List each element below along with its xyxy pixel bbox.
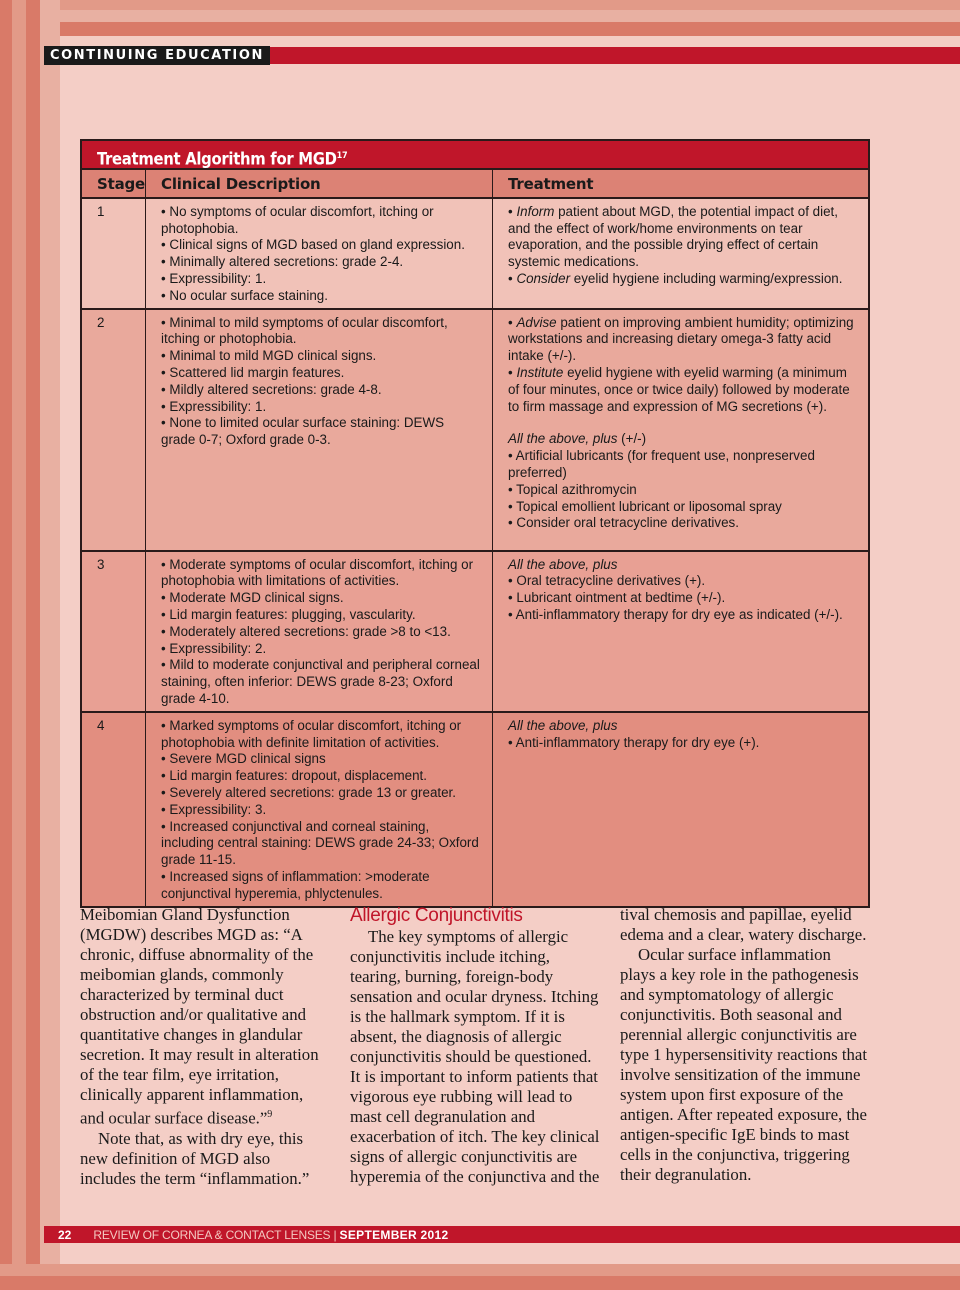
stage-cell: 1: [81, 198, 146, 309]
footer: [58, 1226, 448, 1243]
clinical-item: • Increased signs of inflammation: >moderate conjunctival hyperemia, phlyctenules.: [161, 868, 430, 901]
paragraph: Note that, as with dry eye, this new definition of MGD also includes the term “inflammation.”: [80, 1128, 310, 1188]
issue-date: SEPTEMBER 2012: [339, 1228, 449, 1242]
treatment-lead: Consider: [516, 270, 571, 286]
paragraph: Ocular surface inflammation plays a key role in the pathogenesis and symptomatology of allergic conjunctivitis. Both seasonal and perennial allergic conjunctivitis are type 1 hypersensitivity reactions that involve sensitization of the immune system upon first exposure of the antigen. After repeated exposure, the antigen-specific IgE binds to mast cells in the conjunctiva, triggering their degranulation.: [620, 945, 867, 1184]
treatment-lead: Advise: [516, 314, 557, 330]
treatment-item: • Consider oral tetracycline derivatives.: [508, 515, 739, 531]
clinical-cell: [146, 309, 493, 551]
clinical-item: • Expressibility: 1.: [161, 398, 267, 414]
treatment-item: • Lubricant ointment at bedtime (+/-).: [508, 590, 726, 606]
clinical-item: • Expressibility: 1.: [161, 270, 267, 286]
treatment-lead: Institute: [516, 364, 564, 380]
clinical-item: • Mildly altered secretions: grade 4-8.: [161, 381, 382, 397]
footer-separator: |: [330, 1228, 340, 1242]
clinical-item: • Minimal to mild MGD clinical signs.: [161, 348, 377, 364]
treatment-item: • Consider eyelid hygiene including warming/expression.: [508, 270, 843, 286]
clinical-item: • Moderately altered secretions: grade >8 to <13.: [161, 623, 451, 639]
plus-label-text: All the above, plus: [508, 717, 618, 733]
clinical-item: • Expressibility: 2.: [161, 640, 267, 656]
table-title-ref: 17: [336, 151, 348, 161]
stage-cell: 3: [81, 551, 146, 712]
table-title-text: Treatment Algorithm for MGD: [97, 149, 337, 169]
treatment-text: eyelid hygiene with eyelid warming (a minimum of four minutes, once or twice daily) followed by moderate to firm massage and expression of MG secretions (+).: [508, 364, 850, 414]
treatment-text: eyelid hygiene including warming/expression.: [570, 270, 843, 286]
clinical-item: • No ocular surface staining.: [161, 287, 328, 303]
clinical-item: • Clinical signs of MGD based on gland expression.: [161, 237, 465, 253]
clinical-item: • No symptoms of ocular discomfort, itching or photophobia.: [161, 203, 434, 236]
header-treatment: Treatment: [493, 169, 869, 198]
treatment-text: patient about MGD, the potential impact of diet, and the effect of work/home environments on tear evaporation, and the possible drying effect of certain systemic medications.: [508, 203, 838, 270]
treatment-item: • Oral tetracycline derivatives (+).: [508, 573, 706, 589]
treatment-item: • Topical azithromycin: [508, 481, 637, 497]
plus-label-text: All the above, plus: [508, 556, 618, 572]
treatment-cell: [493, 198, 869, 309]
table-row: [81, 309, 869, 551]
treatment-plus-label: [508, 557, 856, 574]
section-label: CONTINUING EDUCATION: [44, 46, 270, 65]
clinical-item: • Minimal to mild symptoms of ocular discomfort, itching or photophobia.: [161, 314, 448, 347]
treatment-plus-label: [508, 718, 856, 735]
paragraph: The key symptoms of allergic conjunctivitis include itching, tearing, burning, foreign-body sensation and ocular dryness. Itching is the hallmark symptom. If it is absent, the diagnosis of allergic conjunctivitis should be questioned. It is important to inform patients that vigorous eye rubbing will lead to mast cell degranulation and exacerbation of itch. The key clinical signs of allergic conjunctivitis are hyperemia of the conjunctiva and the: [350, 927, 600, 1186]
clinical-item: • Moderate MGD clinical signs.: [161, 590, 344, 606]
clinical-item: • Severe MGD clinical signs: [161, 751, 326, 767]
magazine-name: REVIEW OF CORNEA & CONTACT LENSES: [93, 1228, 331, 1242]
header-stage: Stage: [81, 169, 146, 198]
stage-cell: 2: [81, 309, 146, 551]
clinical-item: • Marked symptoms of ocular discomfort, itching or photophobia with definite limitation of activities.: [161, 717, 462, 750]
page-number: 22: [58, 1228, 72, 1242]
treatment-item: • Anti-inflammatory therapy for dry eye (+).: [508, 734, 760, 750]
treatment-item: • Anti-inflammatory therapy for dry eye as indicated (+/-).: [508, 606, 843, 622]
paragraph-text: Meibomian Gland Dysfunction (MGDW) describes MGD as: “A chronic, diffuse abnormality of the meibomian glands, commonly characterized by terminal duct obstruction and/or qualitative and quantitative changes in glandular secretion. It may result in alteration of the tear film, eye irritation, clinically apparent inflammation, and ocular surface disease.”: [80, 905, 319, 1128]
article-column-2: [350, 905, 600, 1187]
article-column-1: [80, 905, 330, 1189]
plus-label-suffix: (+/-): [617, 431, 647, 447]
clinical-item: • Mild to moderate conjunctival and peripheral corneal staining, often inferior: DEWS grade 8-23; Oxford grade 4-10.: [161, 657, 480, 706]
treatment-plus-label: [508, 431, 856, 448]
table-row: [81, 712, 869, 907]
treatment-item: • Artificial lubricants (for frequent use, nonpreserved preferred): [508, 448, 815, 480]
treatment-item: • Institute eyelid hygiene with eyelid warming (a minimum of four minutes, once or twice daily) followed by moderate to firm massage and expression of MG secretions (+).: [508, 364, 850, 414]
clinical-item: • Expressibility: 3.: [161, 801, 267, 817]
citation-ref: 9: [267, 1109, 273, 1120]
treatment-cell: [493, 309, 869, 551]
clinical-item: • Increased conjunctival and corneal staining, including central staining: DEWS grade 24-33; Oxford grade 11-15.: [161, 818, 479, 868]
section-heading: Allergic Conjunctivitis: [350, 905, 523, 926]
treatment-item: • Inform patient about MGD, the potential impact of diet, and the effect of work/home environments on tear evaporation, and the possible drying effect of certain systemic medications.: [508, 203, 838, 270]
clinical-item: • None to limited ocular surface staining: DEWS grade 0-7; Oxford grade 0-3.: [161, 415, 445, 448]
table-row: [81, 198, 869, 309]
stage-cell: 4: [81, 712, 146, 907]
clinical-item: • Minimally altered secretions: grade 2-4.: [161, 254, 404, 270]
table-row: [81, 551, 869, 712]
paragraph: [80, 905, 330, 1129]
clinical-cell: [146, 712, 493, 907]
clinical-item: • Severely altered secretions: grade 13 or greater.: [161, 784, 456, 800]
clinical-item: • Lid margin features: dropout, displacement.: [161, 768, 427, 784]
treatment-text: patient on improving ambient humidity; optimizing workstations and increasing dietary omega-3 fatty acid intake (+/-).: [508, 314, 854, 364]
treatment-cell: [493, 551, 869, 712]
treatment-cell: [493, 712, 869, 907]
table-title: [80, 139, 870, 168]
clinical-cell: [146, 198, 493, 309]
article-column-3: [620, 905, 870, 1185]
treatment-lead: Inform: [516, 203, 555, 219]
treatment-item: • Topical emollient lubricant or liposomal spray: [508, 498, 782, 514]
treatment-table: [80, 168, 870, 908]
plus-label-text: All the above, plus: [508, 431, 618, 447]
clinical-item: • Moderate symptoms of ocular discomfort, itching or photophobia with limitations of activities.: [161, 556, 474, 589]
paragraph-continued: tival chemosis and papillae, eyelid edema and a clear, watery discharge.: [620, 905, 867, 944]
clinical-item: • Scattered lid margin features.: [161, 364, 345, 380]
clinical-item: • Lid margin features: plugging, vascularity.: [161, 606, 416, 622]
header-clinical: Clinical Description: [146, 169, 493, 198]
clinical-cell: [146, 551, 493, 712]
treatment-item: • Advise patient on improving ambient humidity; optimizing workstations and increasing dietary omega-3 fatty acid intake (+/-).: [508, 314, 854, 364]
